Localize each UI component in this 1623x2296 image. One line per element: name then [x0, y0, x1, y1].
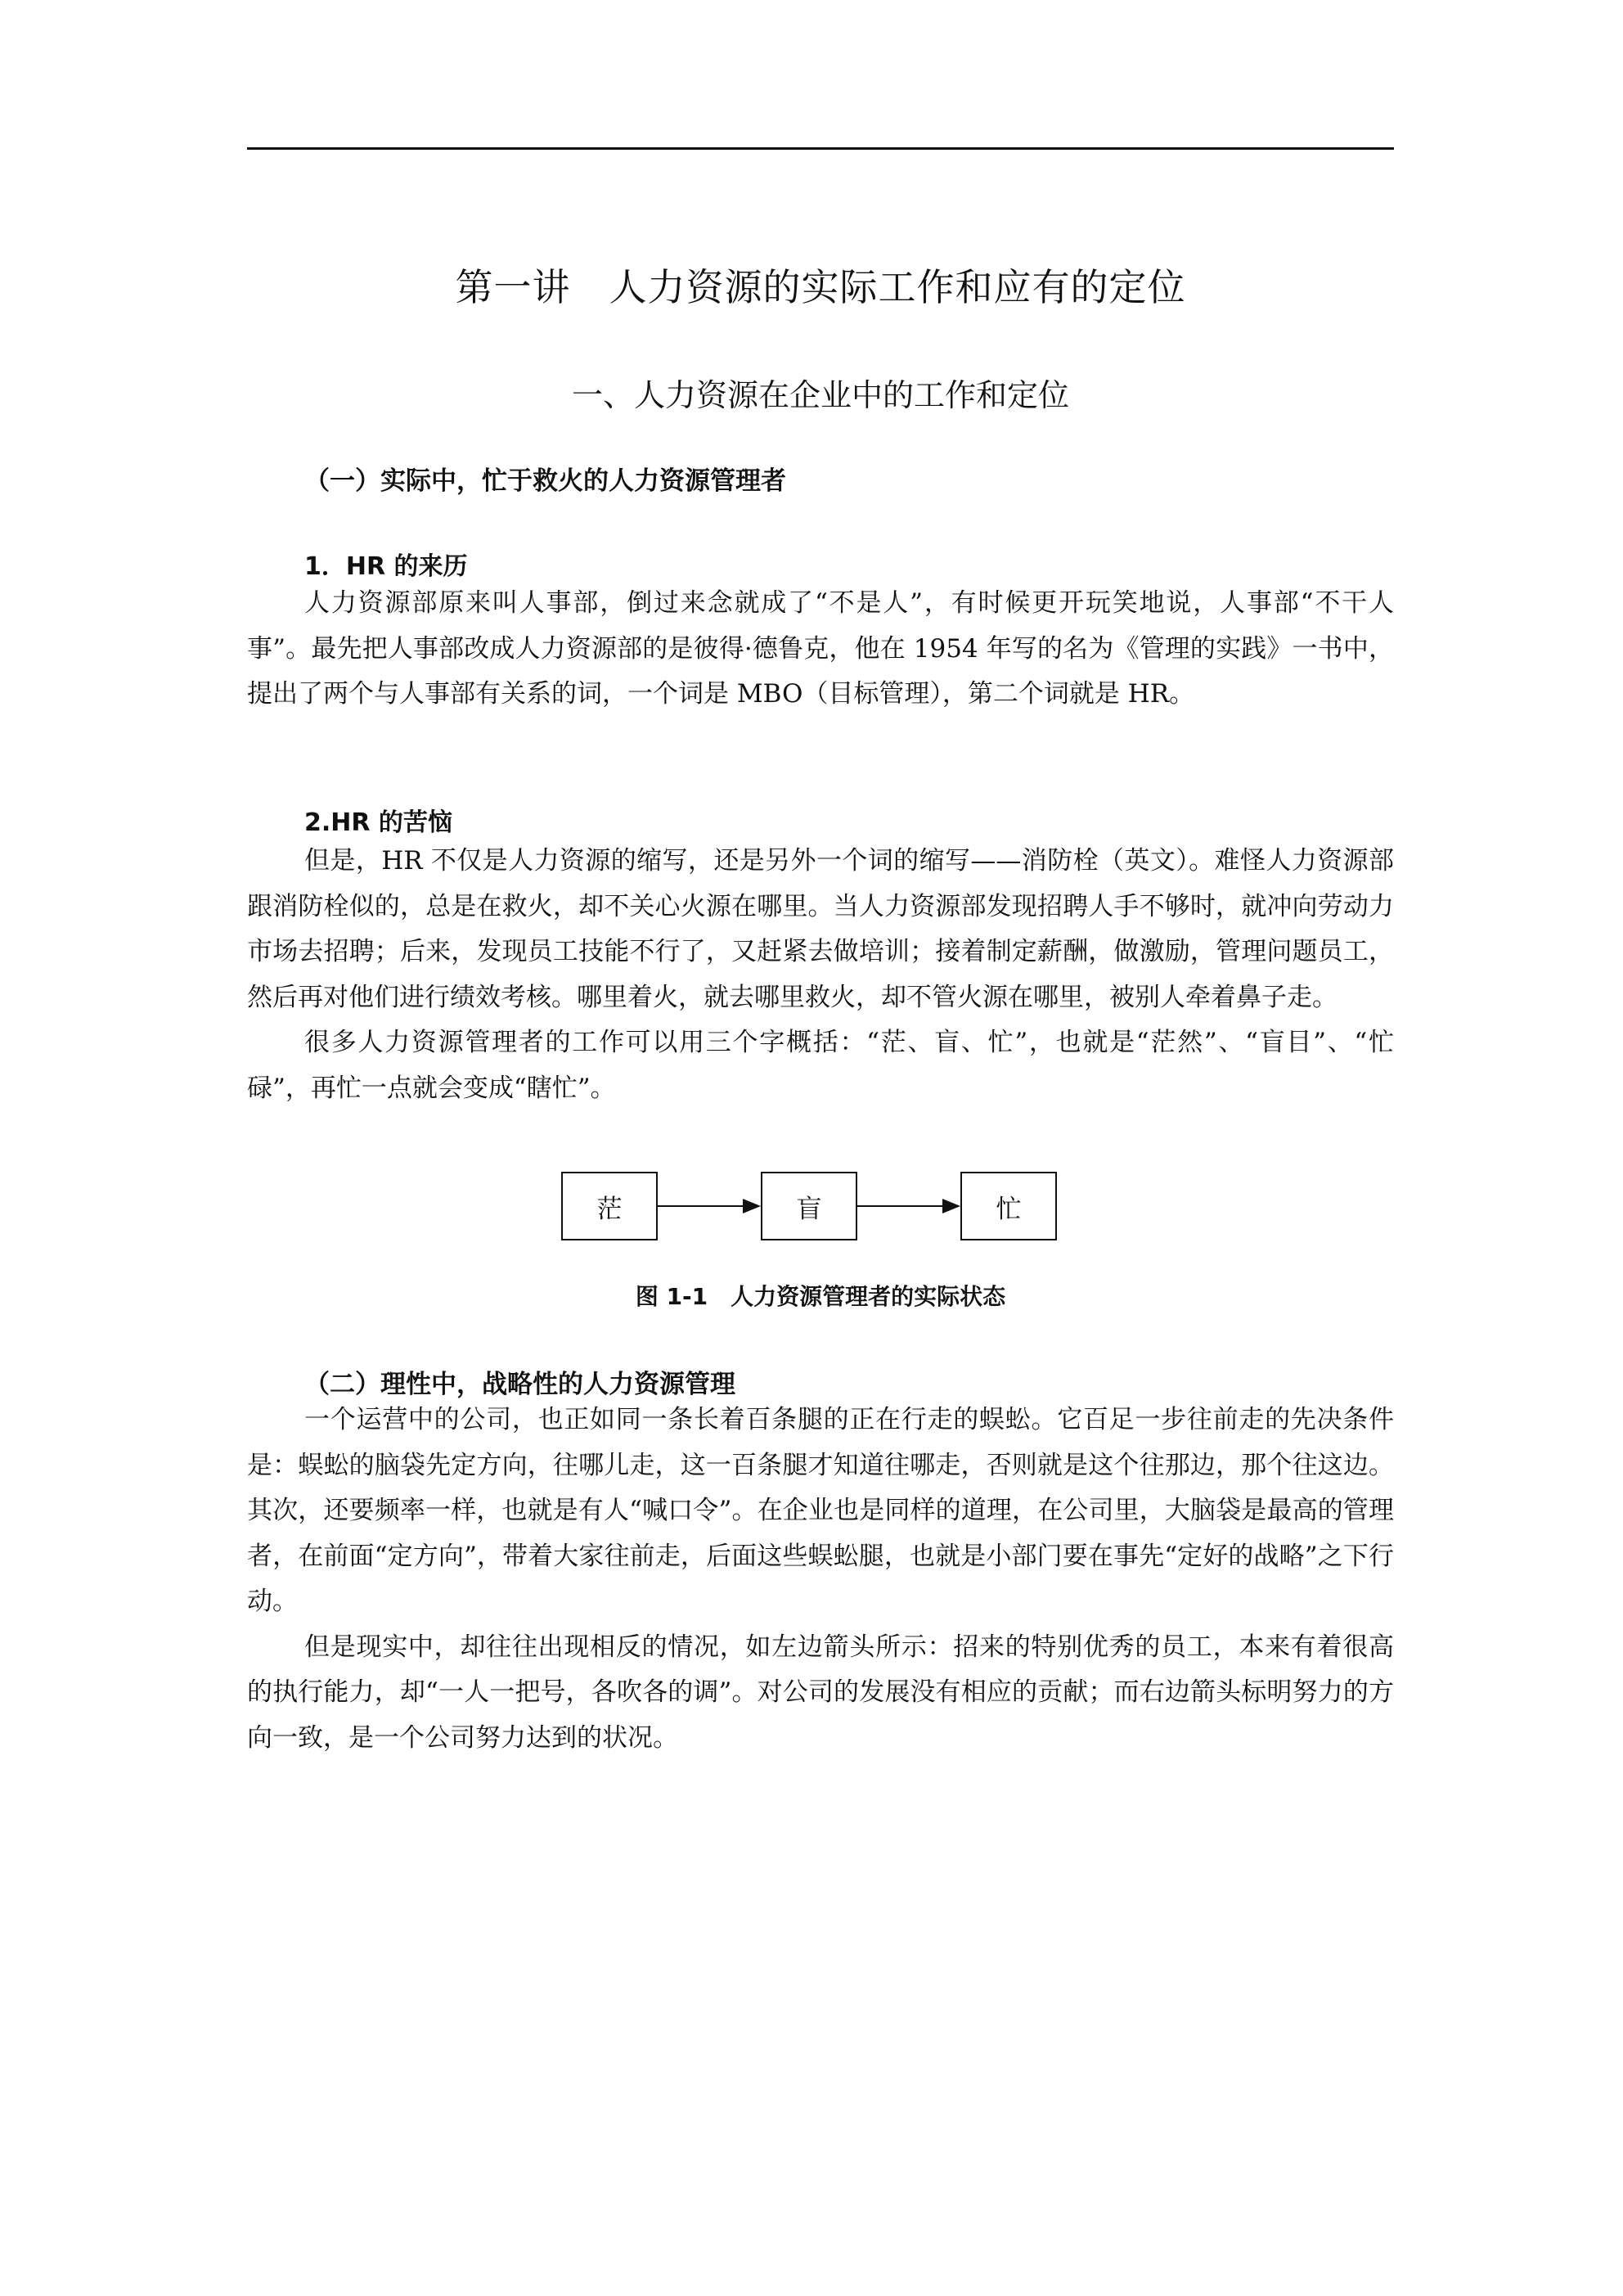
flow-diagram [561, 1172, 1063, 1247]
diagram-box-1: 茫 [561, 1172, 658, 1240]
part-heading-1: 1．HR 的来历 [304, 552, 468, 581]
arrow-line-1 [658, 1205, 749, 1207]
part1-body [247, 581, 1394, 718]
diagram-box-2: 盲 [761, 1172, 857, 1240]
arrowhead-2 [942, 1199, 960, 1213]
paragraph: 一个运营中的公司，也正如同一条长着百条腿的正在行走的蜈蚣。它百足一步往前走的先决条件是：蜈蚣的脑袋先定方向，往哪儿走，这一百条腿才知道往哪走，否则就是这个往那边，那个往这边。其次，还要频率一样，也就是有人“喊口令”。在企业也是同样的道理，在公司里，大脑袋是最高的管理者，在前面“定方向”，带着大家往前走，后面这些蜈蚣腿，也就是小部门要在事先“定好的战略”之下行动。 [247, 1405, 1394, 1616]
paragraph: 人力资源部原来叫人事部，倒过来念就成了“不是人”，有时候更开玩笑地说，人事部“不干人事”。最先把人事部改成人力资源部的是彼得·德鲁克，他在 1954 年写的名为《管理的实践》一书中，提出了两个与人事部有关系的词，一个词是 MBO（目标管理），第二个词就是 HR。 [247, 588, 1394, 709]
paragraph: 但是现实中，却往往出现相反的情况，如左边箭头所示：招来的特别优秀的员工，本来有着很高的执行能力，却“一人一把号，各吹各的调”。对公司的发展没有相应的贡献；而右边箭头标明努力的方向一致，是一个公司努力达到的状况。 [247, 1632, 1394, 1753]
subsection-heading-2: （二）理性中，战略性的人力资源管理 [304, 1370, 735, 1399]
arrowhead-1 [743, 1199, 761, 1213]
diagram-box-3: 忙 [960, 1172, 1057, 1240]
sub2-body [247, 1398, 1394, 1761]
section-heading: 一、人力资源在企业中的工作和定位 [571, 377, 1069, 413]
subsection-heading-1: （一）实际中，忙于救火的人力资源管理者 [304, 466, 786, 496]
header-rule [247, 147, 1394, 150]
chapter-title: 第一讲 人力资源的实际工作和应有的定位 [455, 265, 1186, 309]
paragraph: 很多人力资源管理者的工作可以用三个字概括：“茫、盲、忙”，也就是“茫然”、“盲目”、“忙碌”，再忙一点就会变成“瞎忙”。 [247, 1028, 1394, 1103]
figure-caption: 图 1-1 人力资源管理者的实际状态 [635, 1283, 1006, 1310]
part-heading-2: 2.HR 的苦恼 [304, 808, 452, 837]
paragraph: 但是，HR 不仅是人力资源的缩写，还是另外一个词的缩写——消防栓（英文）。难怪人力资源部跟消防栓似的，总是在救火，却不关心火源在哪里。当人力资源部发现招聘人手不够时，就冲向劳动力市场去招聘；后来，发现员工技能不行了，又赶紧去做培训；接着制定薪酬，做激励，管理问题员工，然后再对他们进行绩效考核。哪里着火，就去哪里救火，却不管火源在哪里，被别人牵着鼻子走。 [247, 846, 1394, 1012]
part2-body [247, 839, 1394, 1111]
arrow-line-2 [857, 1205, 949, 1207]
